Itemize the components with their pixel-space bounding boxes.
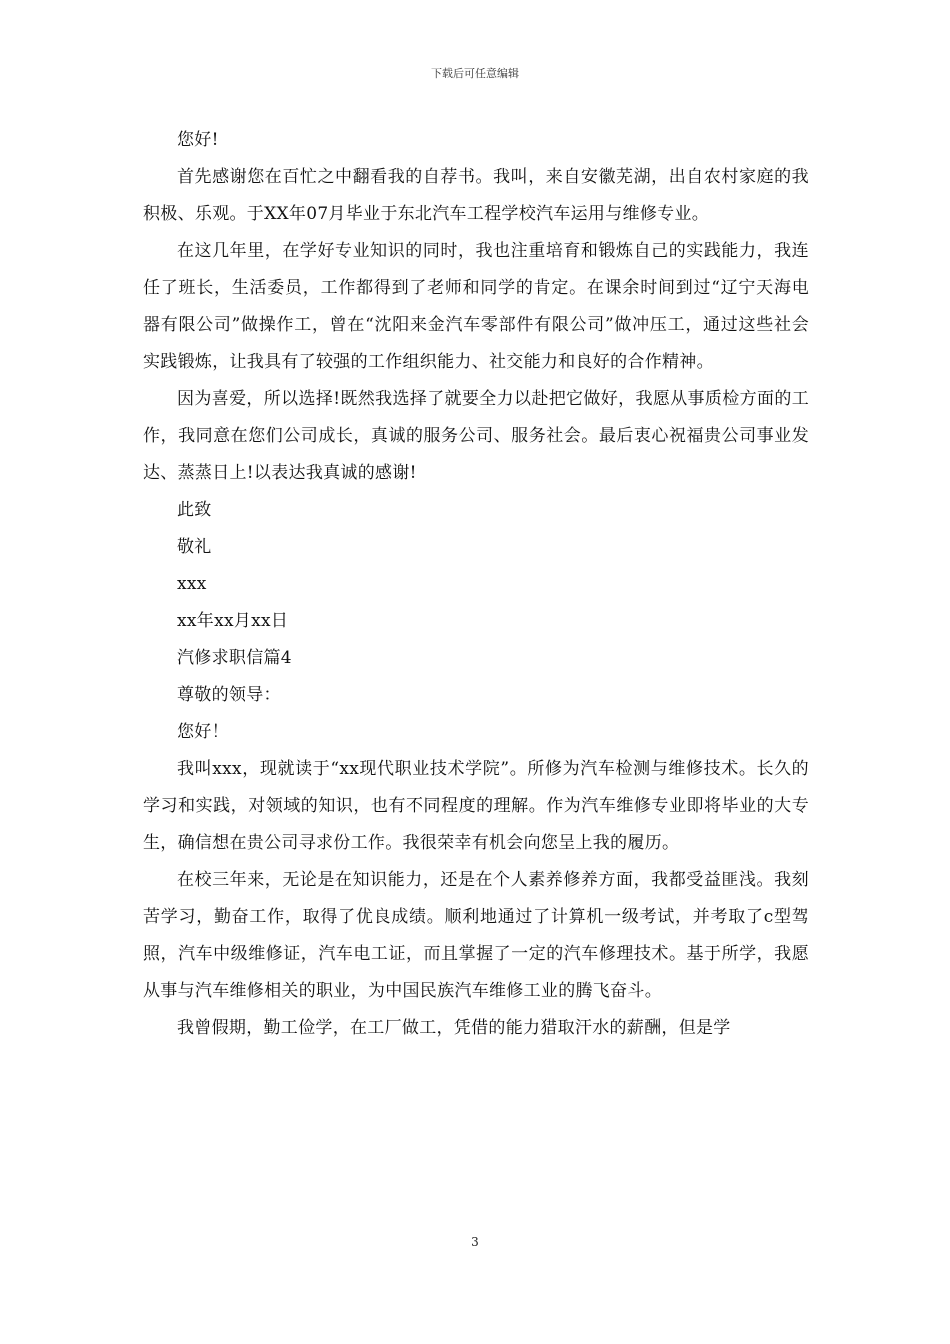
salutation-cizhi: 此致 (177, 500, 212, 520)
address-line: 尊敬的领导： (177, 685, 281, 705)
page-header: 下载后可任意编辑 (431, 67, 519, 80)
paragraph-introduction: 首先感谢您在百忙之中翻看我的自荐书。我叫，来自安徽芜湖，出自农村家庭的我积极、乐观。于XX年07月毕业于东北汽车工程学校汽车运用与维修专业。 (143, 167, 809, 224)
paragraph-school-years: 在校三年来，无论是在知识能力，还是在个人素养修养方面，我都受益匪浅。我刻苦学习，勤奋工作，取得了优良成绩。顺利地通过了计算机一级考试，并考取了c型驾照，汽车中级维修证，汽车电工证，而且掌握了一定的汽车修理技术。基于所学，我愿从事与汽车维修相关的职业，为中国民族汽车维修工业的腾飞奋斗。 (143, 870, 809, 1001)
paragraph-closing: 因为喜爱，所以选择!既然我选择了就要全力以赴把它做好，我愿从事质检方面的工作，我同意在您们公司成长，真诚的服务公司、服务社会。最后衷心祝福贵公司事业发达、蒸蒸日上!以表达我真诚的感谢! (143, 389, 809, 483)
salutation-jingli: 敬礼 (177, 537, 212, 557)
paragraph-greeting-2: 您好！ (177, 722, 229, 742)
paragraph-practice: 在这几年里，在学好专业知识的同时，我也注重培育和锻炼自己的实践能力，我连任了班长，生活委员，工作都得到了老师和同学的肯定。在课余时间到过“辽宁天海电器有限公司”做操作工，曾在“沈阳来金汽车零部件有限公司”做冲压工，通过这些社会实践锻炼，让我具有了较强的工作组织能力、社交能力和良好的合作精神。 (143, 241, 809, 372)
paragraph-work-experience: 我曾假期，勤工俭学，在工厂做工，凭借的能力猎取汗水的薪酬，但是学 (177, 1018, 731, 1038)
paragraph-self-intro: 我叫xxx，现就读于“xx现代职业技术学院”。所修为汽车检测与维修技术。长久的学习和实践，对领域的知识，也有不同程度的理解。作为汽车维修专业即将毕业的大专生，确信想在贵公司寻求份工作。我很荣幸有机会向您呈上我的履历。 (143, 759, 809, 853)
signature-date: xx年xx月xx日 (177, 611, 289, 631)
page-number: 3 (471, 1235, 479, 1249)
paragraph-greeting-1: 您好! (177, 130, 219, 150)
signature-name: xxx (177, 574, 207, 594)
section-title: 汽修求职信篇4 (177, 648, 292, 668)
document-body (143, 122, 809, 1047)
